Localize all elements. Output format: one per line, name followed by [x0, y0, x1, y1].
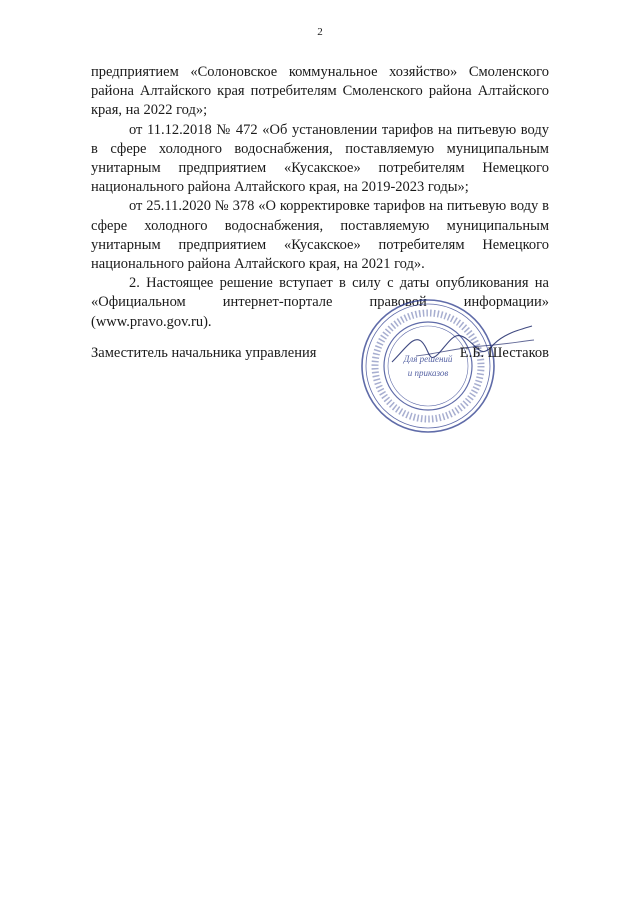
paragraph-decree-2018: от 11.12.2018 № 472 «Об установлении тарифов на питьевую воду в сфере холодного водоснабжения, поставляемую муниципальным унитарным предприятием «Кусакское» потребителям Немецкого национального района Алтайского края, на 2019-2023 годы»;: [91, 121, 549, 196]
signatory-name: Е.Б. Шестаков: [459, 345, 549, 361]
paragraph-effective-date: 2. Настоящее решение вступает в силу с даты опубликования на «Официальном интернет-портале правовой информации» (www.pravo.gov.ru).: [91, 275, 549, 330]
seal-inner-text-1: Для решений: [403, 354, 453, 364]
page-number: 2: [317, 26, 323, 38]
seal-inner-text-2: и приказов: [407, 368, 449, 378]
signatory-position: Заместитель начальника управления: [91, 345, 317, 361]
paragraph-continuation: предприятием «Солоновское коммунальное хозяйство» Смоленского района Алтайского края потребителям Смоленского района Алтайского края, на 2022 год»;: [91, 64, 549, 119]
document-body: [91, 63, 549, 332]
paragraph-decree-2020: от 25.11.2020 № 378 «О корректировке тарифов на питьевую воду в сфере холодного водоснабжения, поставляемую муниципальным унитарным предприятием «Кусакское» потребителям Немецкого национального района Алтайского края, на 2021 год».: [91, 198, 549, 273]
